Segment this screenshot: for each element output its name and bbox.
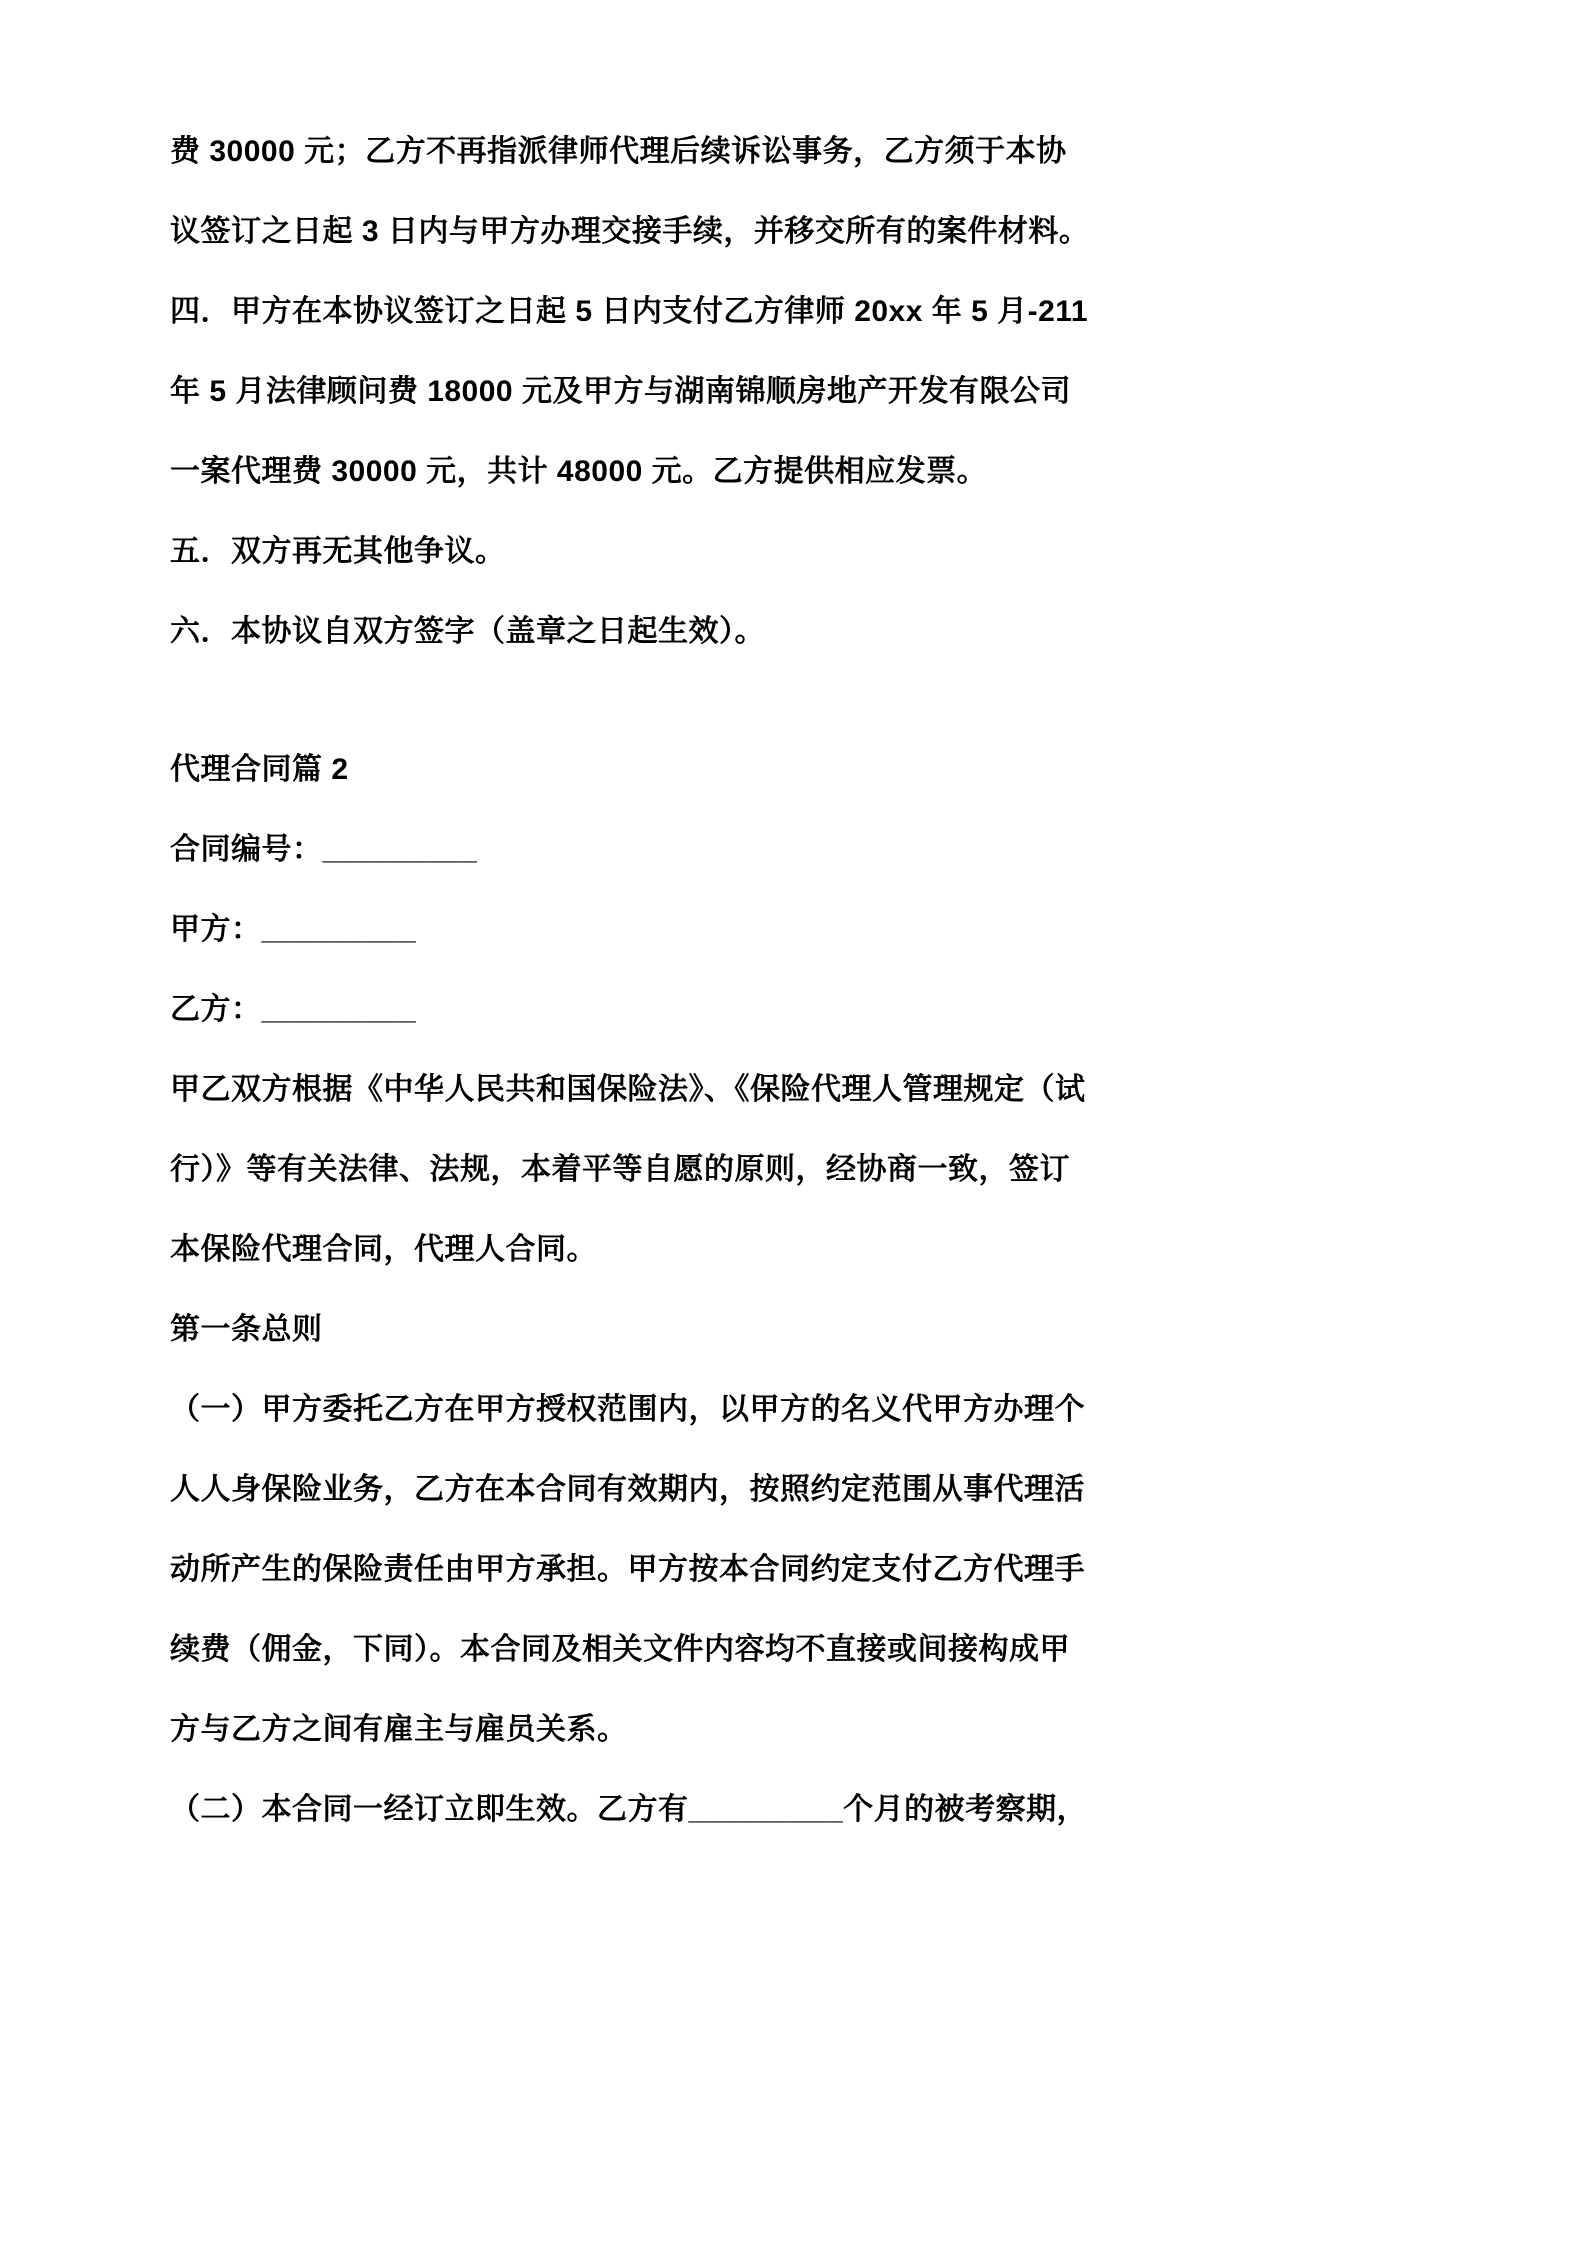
paragraph-line: 动所产生的保险责任由甲方承担。甲方按本合同约定支付乙方代理手 xyxy=(170,1553,1085,1586)
paragraph-line: 方与乙方之间有雇主与雇员关系。 xyxy=(170,1713,628,1746)
section-heading: 代理合同篇 2 xyxy=(170,753,349,786)
clause-five-line: 五．双方再无其他争议。 xyxy=(170,535,506,568)
paragraph-line: （一）甲方委托乙方在甲方授权范围内，以甲方的名义代甲方办理个 xyxy=(170,1393,1085,1426)
paragraph-line: 年 5 月法律顾问费 18000 元及甲方与湖南锦顺房地产开发有限公司 xyxy=(170,375,1071,408)
paragraph-line: 甲乙双方根据《中华人民共和国保险法》、《保险代理人管理规定（试 xyxy=(170,1073,1086,1106)
clause-four-line: 四．甲方在本协议签订之日起 5 日内支付乙方律师 20xx 年 5 月-211 xyxy=(170,295,1089,328)
paragraph-line: 费 30000 元；乙方不再指派律师代理后续诉讼事务，乙方须于本协 xyxy=(170,135,1067,168)
paragraph-line: 行）》等有关法律、法规，本着平等自愿的原则，经协商一致，签订 xyxy=(170,1153,1070,1186)
article-one-heading: 第一条总则 xyxy=(170,1313,323,1346)
clause-six-line: 六．本协议自双方签字（盖章之日起生效）。 xyxy=(170,615,765,648)
paragraph-line: 一案代理费 30000 元，共计 48000 元。乙方提供相应发票。 xyxy=(170,455,988,488)
paragraph-line: 本保险代理合同，代理人合同。 xyxy=(170,1233,597,1266)
paragraph-line: （二）本合同一经订立即生效。乙方有_________个月的被考察期， xyxy=(170,1793,1088,1826)
paragraph-line: 人人身保险业务，乙方在本合同有效期内，按照约定范围从事代理活 xyxy=(170,1473,1085,1506)
paragraph-line: 续费（佣金，下同）。本合同及相关文件内容均不直接或间接构成甲 xyxy=(170,1633,1070,1666)
party-a-line: 甲方：_________ xyxy=(170,913,417,946)
paragraph-line: 议签订之日起 3 日内与甲方办理交接手续，并移交所有的案件材料。 xyxy=(170,215,1090,248)
party-b-line: 乙方：_________ xyxy=(170,993,417,1026)
contract-number-line: 合同编号：_________ xyxy=(170,833,478,866)
